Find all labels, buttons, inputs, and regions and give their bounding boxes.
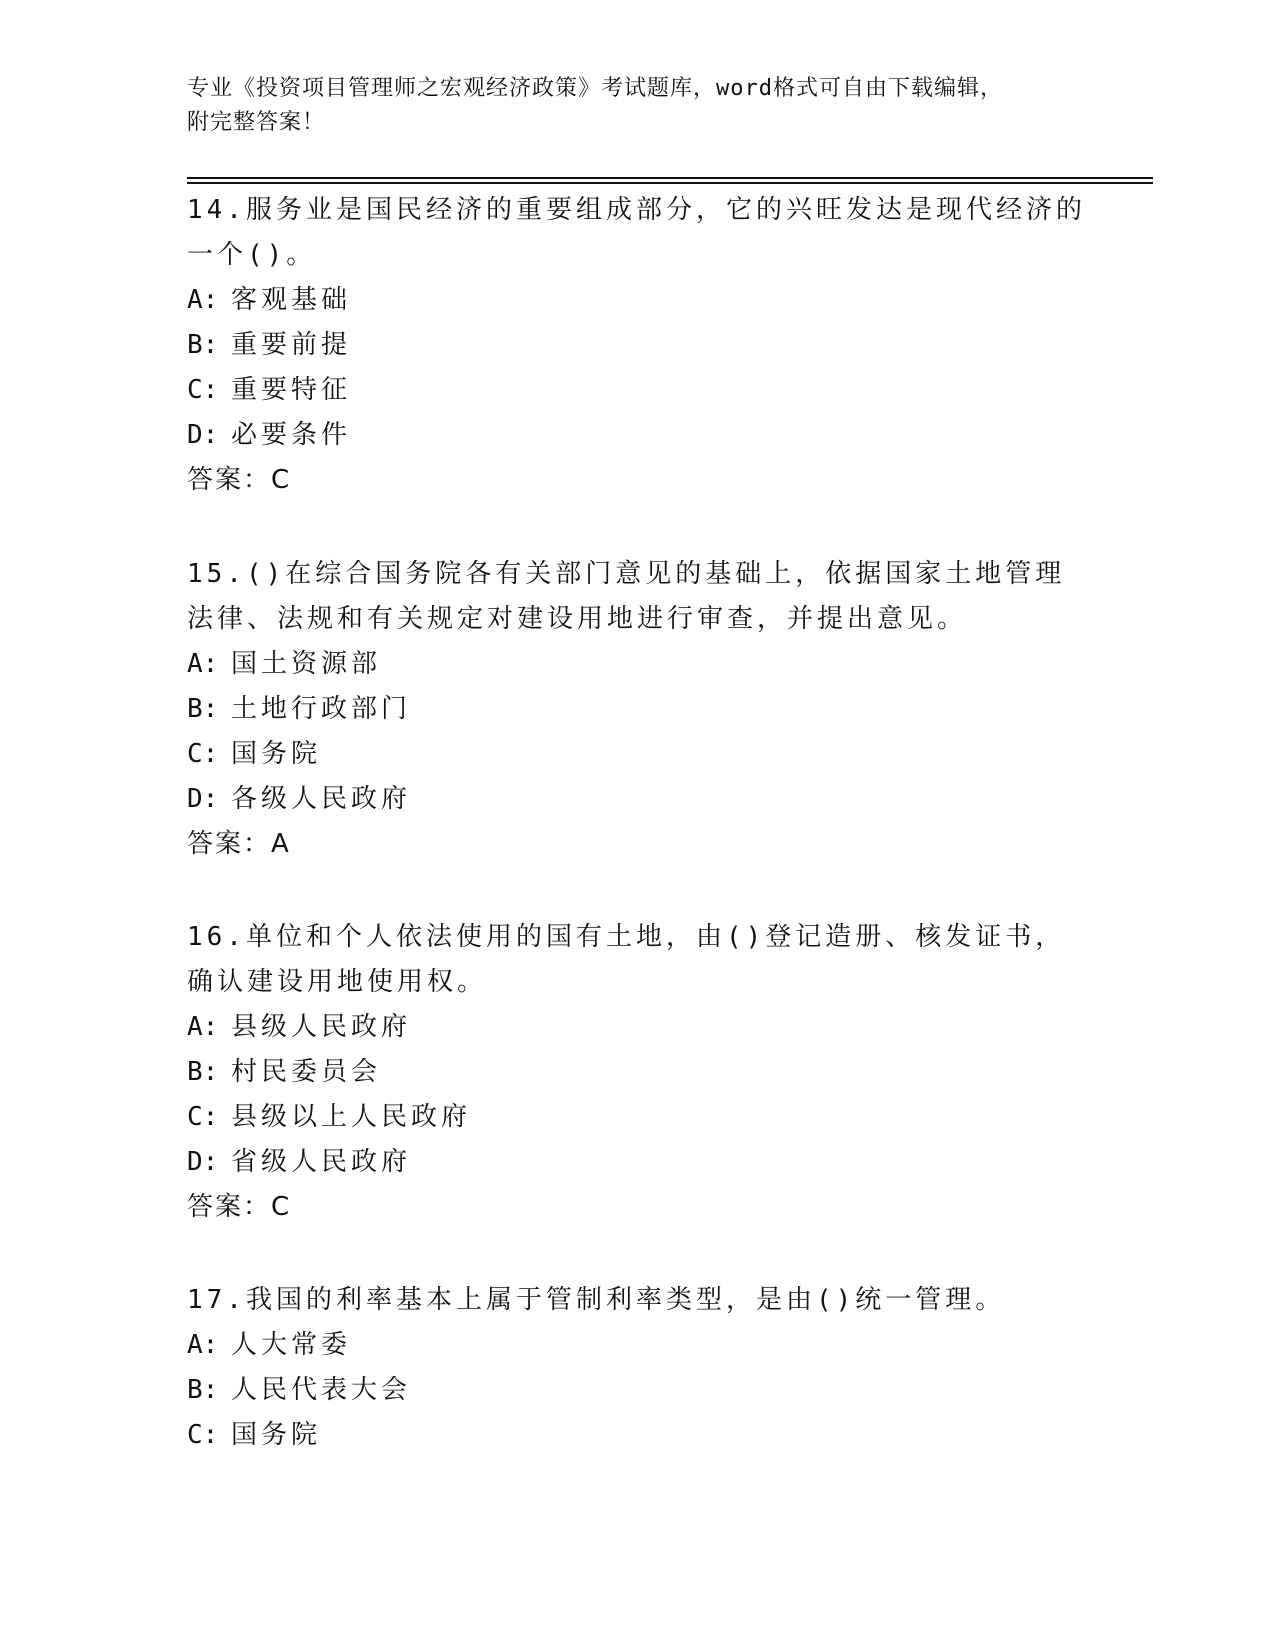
- option-text: 人大常委: [231, 1330, 352, 1360]
- option-letter: C:: [187, 739, 219, 769]
- option-d: [187, 777, 1087, 822]
- option-b: [187, 687, 1087, 732]
- question-16: [187, 915, 1087, 1230]
- header-line-1: 专业《投资项目管理师之宏观经济政策》考试题库，word格式可自由下载编辑，: [187, 76, 1003, 101]
- header-divider-top: [187, 177, 1153, 179]
- option-text: 重要特征: [231, 375, 352, 405]
- option-letter: C:: [187, 1102, 219, 1132]
- option-text: 必要条件: [231, 420, 352, 450]
- option-a: [187, 1005, 1087, 1050]
- option-b: [187, 1050, 1087, 1095]
- question-15: [187, 552, 1087, 867]
- option-text: 村民委员会: [231, 1057, 382, 1087]
- question-number: 14.: [187, 195, 246, 225]
- option-a: [187, 642, 1087, 687]
- option-b: [187, 323, 1087, 368]
- option-text: 国土资源部: [231, 649, 382, 679]
- question-number: 17.: [187, 1285, 246, 1315]
- option-text: 县级以上人民政府: [231, 1102, 472, 1132]
- answer-line: 答案：A: [187, 829, 291, 859]
- question-stem: [187, 552, 1087, 642]
- option-letter: A:: [187, 1012, 219, 1042]
- question-text: ()在综合国务院各有关部门意见的基础上，依据国家土地管理法律、法规和有关规定对建设用地进行审查，并提出意见。: [187, 559, 1066, 634]
- question-text: 服务业是国民经济的重要组成部分，它的兴旺发达是现代经济的一个()。: [187, 195, 1086, 270]
- option-letter: A:: [187, 285, 219, 315]
- option-letter: B:: [187, 694, 219, 724]
- question-stem: [187, 1278, 1087, 1323]
- option-text: 各级人民政府: [231, 784, 412, 814]
- option-text: 省级人民政府: [231, 1147, 412, 1177]
- option-text: 县级人民政府: [231, 1012, 412, 1042]
- answer-line: 答案：C: [187, 1192, 292, 1222]
- option-letter: C:: [187, 1420, 219, 1450]
- question-text: 单位和个人依法使用的国有土地，由()登记造册、核发证书，确认建设用地使用权。: [187, 922, 1066, 997]
- option-letter: B:: [187, 1375, 219, 1405]
- question-14: [187, 188, 1087, 503]
- option-b: [187, 1368, 1087, 1413]
- option-letter: D:: [187, 1147, 219, 1177]
- question-stem: [187, 915, 1087, 1005]
- option-letter: D:: [187, 784, 219, 814]
- option-d: [187, 1140, 1087, 1185]
- question-number: 16.: [187, 922, 246, 952]
- option-letter: B:: [187, 1057, 219, 1087]
- option-letter: A:: [187, 649, 219, 679]
- option-c: [187, 1413, 1087, 1458]
- option-text: 重要前提: [231, 330, 352, 360]
- option-text: 人民代表大会: [231, 1375, 412, 1405]
- question-17: [187, 1278, 1087, 1458]
- option-c: [187, 732, 1087, 777]
- option-c: [187, 368, 1087, 413]
- document-header: [187, 72, 1087, 140]
- option-letter: B:: [187, 330, 219, 360]
- question-stem: [187, 188, 1087, 278]
- option-d: [187, 413, 1087, 458]
- question-number: 15.: [187, 559, 246, 589]
- header-divider-bottom: [187, 182, 1153, 184]
- option-text: 土地行政部门: [231, 694, 412, 724]
- option-letter: C:: [187, 375, 219, 405]
- answer-line: 答案：C: [187, 465, 292, 495]
- option-letter: D:: [187, 420, 219, 450]
- header-line-2: 附完整答案！: [187, 110, 326, 135]
- option-a: [187, 1323, 1087, 1368]
- option-text: 客观基础: [231, 285, 352, 315]
- option-a: [187, 278, 1087, 323]
- option-text: 国务院: [231, 1420, 322, 1450]
- option-c: [187, 1095, 1087, 1140]
- option-letter: A:: [187, 1330, 219, 1360]
- question-text: 我国的利率基本上属于管制利率类型，是由()统一管理。: [245, 1285, 1006, 1315]
- option-text: 国务院: [231, 739, 322, 769]
